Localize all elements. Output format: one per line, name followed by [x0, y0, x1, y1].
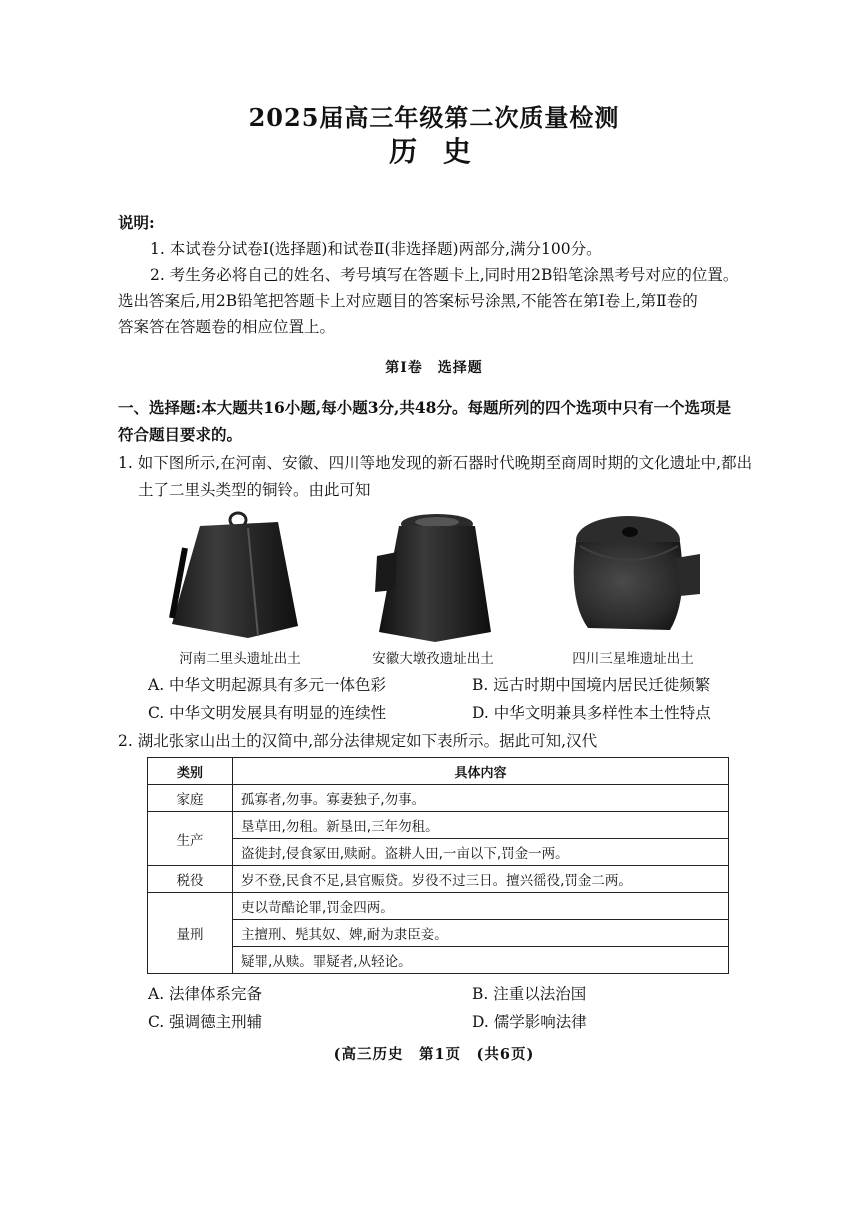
page-footer: (高三历史 第1页 (共6页) — [333, 1046, 535, 1063]
table-row — [148, 920, 729, 947]
table-row — [148, 866, 729, 893]
category-production: 生产 — [148, 812, 233, 866]
instruction-item-2-line-1: 2. 考生务必将自己的姓名、考号填写在答题卡上,同时用2B铅笔涂黑考号对应的位置。 — [150, 266, 739, 284]
table-header-row — [148, 758, 729, 785]
bronze-bell-henan-image — [160, 508, 310, 640]
table-row — [148, 812, 729, 839]
content-sentencing-1: 吏以苛酷论罪,罚金四两。 — [233, 893, 729, 920]
exam-subject: 历 史 — [389, 135, 479, 168]
bronze-bell-sichuan-image — [558, 510, 706, 640]
section-intro-line-1: 一、选择题:本大题共16小题,每小题3分,共48分。每题所列的四个选项中只有一个选项是 — [118, 398, 731, 417]
content-sentencing-3: 疑罪,从赎。罪疑者,从轻论。 — [233, 947, 729, 974]
table-row — [148, 947, 729, 974]
section-title: 第Ⅰ卷 选择题 — [385, 360, 483, 376]
q1-option-a: A. 中华文明起源具有多元一体色彩 — [148, 676, 387, 694]
category-family: 家庭 — [148, 785, 233, 812]
content-production-2: 盗徙封,侵食冢田,赎耐。盗耕人田,一亩以下,罚金一两。 — [233, 839, 729, 866]
caption-anhui: 安徽大墩孜遗址出土 — [372, 651, 494, 667]
section-intro-line-2: 符合题目要求的。 — [118, 425, 243, 444]
caption-sichuan: 四川三星堆遗址出土 — [572, 651, 694, 667]
instruction-item-2-line-3: 答案答在答题卷的相应位置上。 — [118, 318, 336, 336]
exam-title: 2025届高三年级第二次质量检测 — [248, 103, 620, 132]
q2-option-d: D. 儒学影响法律 — [472, 1013, 587, 1031]
q1-option-d: D. 中华文明兼具多样性本土性特点 — [472, 704, 711, 722]
category-tax: 税役 — [148, 866, 233, 893]
category-sentencing: 量刑 — [148, 893, 233, 974]
header-category: 类别 — [148, 758, 233, 785]
q2-option-b: B. 注重以法治国 — [472, 985, 587, 1003]
bronze-bell-anhui-image — [367, 510, 502, 644]
q1-option-b: B. 远古时期中国境内居民迁徙频繁 — [472, 676, 711, 694]
instructions-label: 说明: — [118, 213, 155, 232]
q2-option-c: C. 强调德主刑辅 — [148, 1013, 263, 1031]
content-tax: 岁不登,民食不足,县官赈贷。岁役不过三日。擅兴徭役,罚金二两。 — [233, 866, 729, 893]
table-row — [148, 893, 729, 920]
content-production-1: 垦草田,勿租。新垦田,三年勿租。 — [233, 812, 729, 839]
content-family: 孤寡者,勿事。寡妻独子,勿事。 — [233, 785, 729, 812]
table-row — [148, 839, 729, 866]
instruction-item-1: 1. 本试卷分试卷Ⅰ(选择题)和试卷Ⅱ(非选择题)两部分,满分100分。 — [150, 240, 602, 258]
table-row — [148, 785, 729, 812]
q1-stem-line-1: 1. 如下图所示,在河南、安徽、四川等地发现的新石器时代晚期至商周时期的文化遗址中,都出 — [118, 454, 753, 472]
q1-option-c: C. 中华文明发展具有明显的连续性 — [148, 704, 387, 722]
caption-henan: 河南二里头遗址出土 — [179, 651, 301, 667]
law-table — [147, 757, 729, 974]
instruction-item-2-line-2: 选出答案后,用2B铅笔把答题卡上对应题目的答案标号涂黑,不能答在第Ⅰ卷上,第Ⅱ卷的 — [118, 292, 698, 310]
q2-stem: 2. 湖北张家山出土的汉简中,部分法律规定如下表所示。据此可知,汉代 — [118, 732, 598, 750]
q2-option-a: A. 法律体系完备 — [148, 985, 263, 1003]
header-content: 具体内容 — [233, 758, 729, 785]
q1-stem-line-2: 土了二里头类型的铜铃。由此可知 — [138, 481, 371, 499]
content-sentencing-2: 主擅刑、髡其奴、婢,耐为隶臣妾。 — [233, 920, 729, 947]
